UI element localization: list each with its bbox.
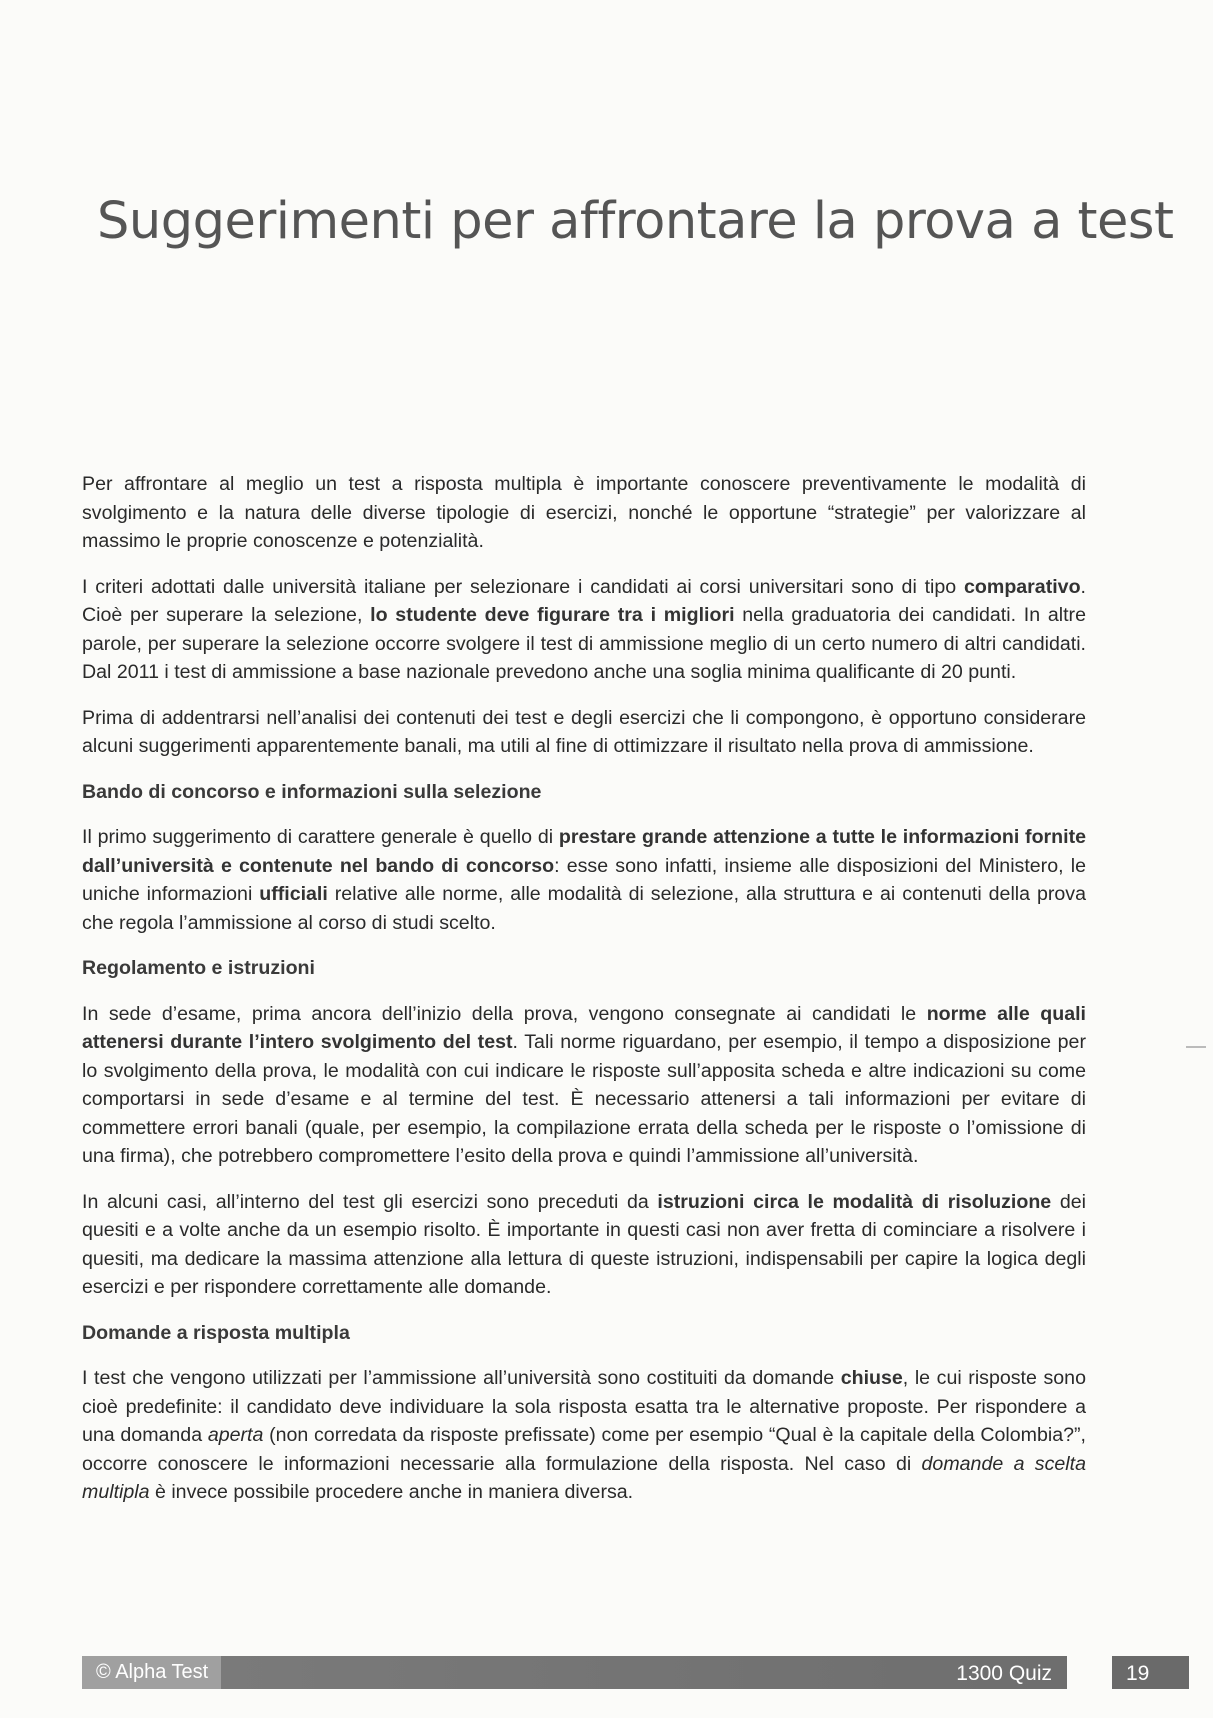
- section-heading-bando: Bando di concorso e informazioni sulla selezione: [82, 780, 542, 803]
- intro-paragraph-3: Prima di addentrarsi nell’analisi dei contenuti dei test e degli esercizi che li compongono, è opportuno considerare alcuni suggerimenti apparentemente banali, ma utili al fine di ottimizzare il risultato nella prova di ammissione.: [82, 706, 1086, 757]
- section-domande-paragraph: I test che vengono utilizzati per l’ammissione all’università sono costituiti da domande chiuse, le cui risposte sono cioè predefinite: il candidato deve individuare la sola risposta esatta tra le alternative proposte. Per rispondere a una domanda aperta (non corredata da risposte prefissate) come per esempio “Qual è la capitale della Colombia?”, occorre conoscere le informazioni necessarie alla formulazione della risposta. Nel caso di domande a scelta multipla è invece possibile procedere anche in maniera diversa.: [82, 1367, 1086, 1503]
- intro-paragraph-2: I criteri adottati dalle università italiane per selezionare i candidati ai corsi universitari sono di tipo comparativo. Cioè per superare la selezione, lo studente deve figurare tra i migliori nella graduatoria dei candidati. In altre parole, per superare la selezione occorre svolgere il test di ammissione meglio di un certo numero di altri candidati. Dal 2011 i test di ammissione a base nazionale prevedono anche una soglia minima qualificante di 20 punti.: [82, 575, 1086, 683]
- section-bando-paragraph: Il primo suggerimento di carattere generale è quello di prestare grande attenzione a tutte le informazioni fornite dall’università e contenute nel bando di concorso: esse sono infatti, insieme alle disposizioni del Ministero, le uniche informazioni ufficiali relative alle norme, alle modalità di selezione, alla struttura e ai contenuti della prova che regola l’ammissione al corso di studi scelto.: [82, 826, 1086, 934]
- margin-mark: [1186, 1046, 1206, 1048]
- bold-informazioni: prestare grande attenzione a tutte le informazioni fornite dall’università e contenute nel bando di concorso: [82, 826, 1086, 877]
- bold-comparativo: comparativo: [964, 575, 1081, 598]
- italic-scelta-multipla: domande a scelta multipla: [82, 1452, 1086, 1503]
- bold-chiuse: chiuse: [840, 1367, 903, 1389]
- bold-ufficiali: ufficiali: [259, 883, 328, 905]
- bold-norme: norme alle quali attenersi durante l’intero svolgimento del test: [82, 1002, 1086, 1053]
- section-heading-regolamento: Regolamento e istruzioni: [82, 957, 315, 979]
- bold-istruzioni: istruzioni circa le modalità di risoluzione: [657, 1190, 1052, 1213]
- section-heading-domande: Domande a risposta multipla: [82, 1321, 350, 1344]
- section-regolamento-paragraph-1: In sede d’esame, prima ancora dell’inizio della prova, vengono consegnate ai candidati le norme alle quali attenersi durante l’intero svolgimento del test. Tali norme riguardano, per esempio, il tempo a disposizione per lo svolgimento della prova, le modalità con cui indicare le risposte sull’apposita scheda e altre indicazioni su come comportarsi in sede d’esame e al termine del test. È necessario attenersi a tali informazioni per evitare di commettere errori banali (quale, per esempio, la compilazione errata della scheda per le risposte o l’omissione di una firma), che potrebbero compromettere l’esito della prova e quindi l’ammissione all’università.: [82, 1002, 1086, 1167]
- page-title: Suggerimenti per affrontare la prova a test: [97, 192, 1174, 251]
- section-regolamento-paragraph-2: In alcuni casi, all’interno del test gli esercizi sono preceduti da istruzioni circa le modalità di risoluzione dei quesiti e a volte anche da un esempio risolto. È importante in questi casi non aver fretta di cominciare a risolvere i quesiti, ma dedicare la massima attenzione alla lettura di queste istruzioni, indispensabili per capire la logica degli esercizi e per rispondere correttamente alle domande.: [82, 1190, 1086, 1298]
- intro-paragraph-1: Per affrontare al meglio un test a risposta multipla è importante conoscere preventivamente le modalità di svolgimento e la natura delle diverse tipologie di esercizi, nonché le opportune “strategie” per valorizzare al massimo le proprie conoscenze e potenzialità.: [82, 473, 1086, 552]
- bold-migliori: lo studente deve figurare tra i migliori: [370, 604, 735, 626]
- body-text: [82, 470, 1086, 1524]
- footer-band: [82, 1656, 1067, 1689]
- footer-book-title: 1300 Quiz: [956, 1662, 1052, 1685]
- page-footer: [82, 1656, 1189, 1689]
- italic-aperta: aperta: [207, 1424, 264, 1446]
- page-number: 19: [1112, 1656, 1189, 1689]
- footer-copyright: © Alpha Test: [82, 1656, 221, 1689]
